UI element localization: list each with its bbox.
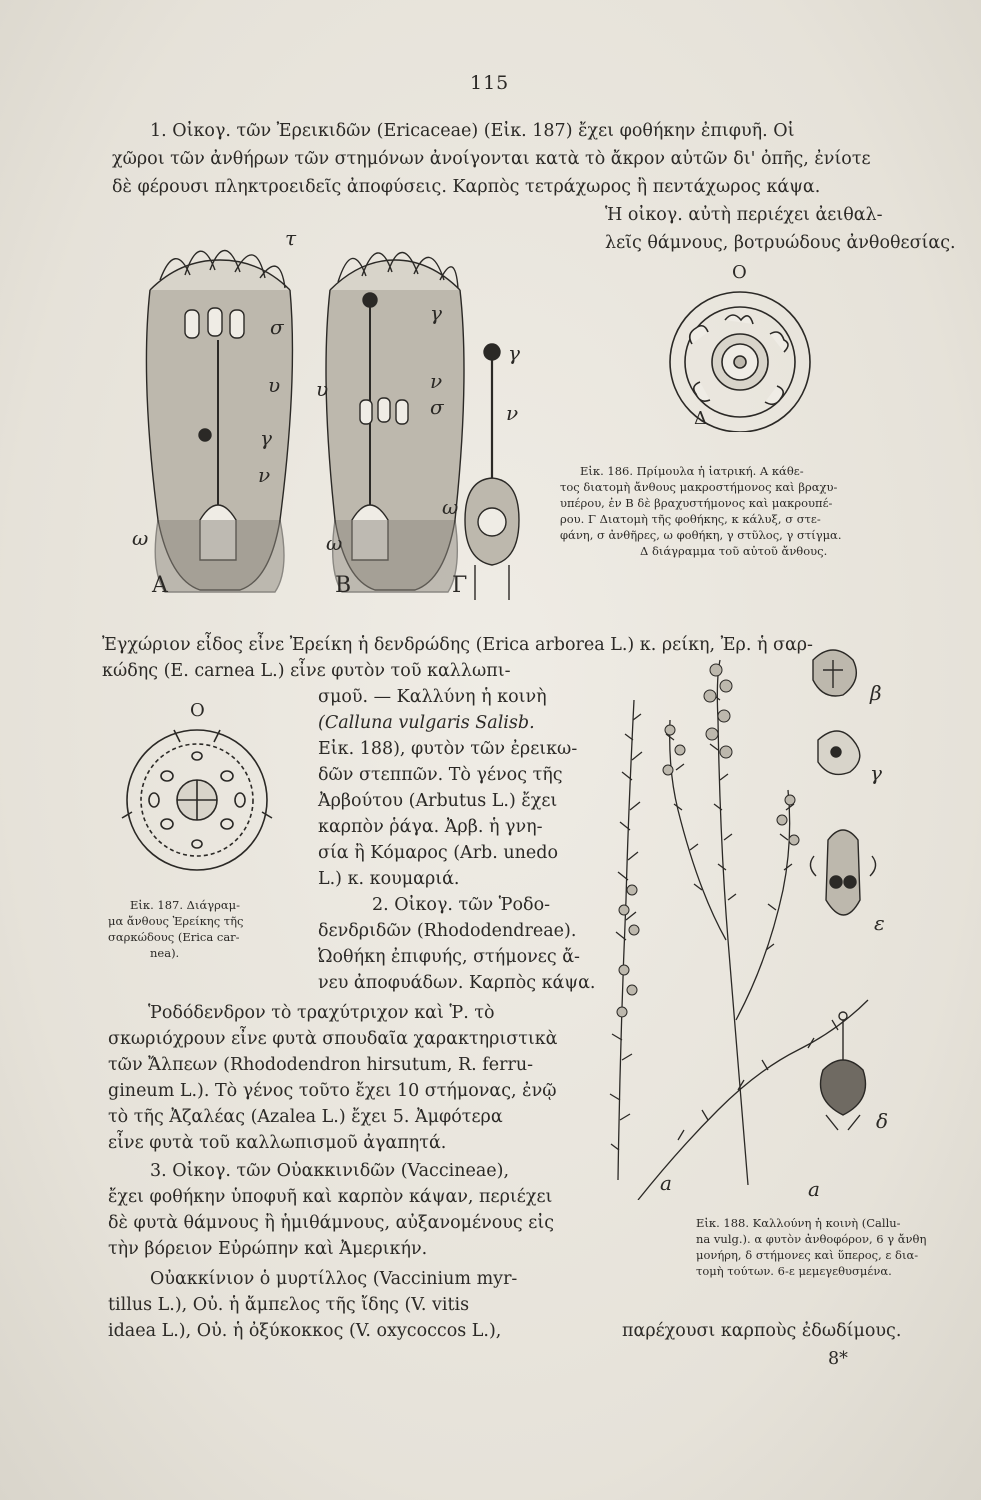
figure-186-primula-sections — [130, 220, 550, 630]
figure-188-calluna — [598, 640, 928, 1200]
label-A: A — [152, 573, 168, 598]
label-sigma-b: σ — [430, 395, 444, 419]
middle-line-4: (Calluna vulgaris Salisb. — [318, 713, 535, 733]
label-sigma-a: σ — [270, 315, 284, 339]
middle-line-13: Ὠοθήκη ἐπιφυής, στήμονες ἄ- — [318, 947, 580, 967]
label-beta: β — [870, 681, 882, 705]
middle-line-14: νευ ἀποφυάδων. Καρπὸς κάψα. — [318, 973, 596, 993]
label-omega-a: ω — [132, 526, 149, 550]
middle-line-24: τὴν βόρειον Εὐρώπην καὶ Ἀμερικήν. — [108, 1239, 428, 1259]
calluna-branch-left — [610, 700, 642, 1180]
middle-line-6: δῶν στεππῶν. Τὸ γένος τῆς — [318, 765, 563, 785]
middle-line-27: idaea L.), Οὐ. ἡ ὀξύκοκκος (V. oxycoccos L.), — [108, 1321, 502, 1341]
label-gamma-b: γ — [430, 301, 442, 325]
fig186-caption-6: Δ διάγραμμα τοῦ αὐτοῦ ἄνθους. — [640, 544, 828, 558]
fig186-caption-3: υπέρου, ἐν Β δὲ βραχυστήμονος καὶ μακρουπέ- — [560, 496, 833, 510]
middle-line-5: Εἰκ. 188), φυτὸν τῶν ἐρεικω- — [318, 739, 578, 759]
middle-line-9: σία ἢ Κόμαρος (Arb. unedo — [318, 843, 559, 863]
fig186-caption-4: ρου. Γ Διατομὴ τῆς φοθήκης, κ κάλυξ, σ στε- — [560, 512, 821, 526]
label-a-2: a — [808, 1177, 820, 1200]
detail-delta — [821, 1012, 866, 1130]
fig188-caption-1: Εἰκ. 188. Καλλούνη ἡ κοινὴ (Callu- — [696, 1216, 901, 1230]
middle-line-12: δενδριδῶν (Rhododendreae). — [318, 921, 577, 941]
middle-line-17: τῶν Ἄλπεων (Rhododendron hirsutum, R. ferru- — [108, 1055, 533, 1075]
label-D: Δ — [694, 408, 707, 429]
label-nu-b: ν — [430, 369, 443, 393]
fig187-caption-3: σαρκώδους (Erica car- — [108, 930, 240, 944]
label-upsilon-a: υ — [268, 373, 281, 397]
middle-line-16: σκωριόχρουν εἶνε φυτὰ σπουδαῖα χαρακτηριστικὰ — [108, 1029, 558, 1049]
fig186-caption-2: τος διατομὴ ἄνθους μακροστήμονος καὶ βραχυ- — [560, 480, 838, 494]
label-epsilon: ε — [874, 911, 885, 935]
intro-line-5: λεῖς θάμνους, βοτρυώδους ἀνθοθεσίας. — [605, 233, 956, 253]
label-gamma-188: γ — [870, 761, 882, 785]
middle-line-22: ἔχει φοθήκην ὑποφυῆ καὶ καρπὸν κάψαν, περιέχει — [108, 1187, 553, 1207]
flower-b-illustration — [326, 252, 464, 592]
fig187-caption-1: Εἰκ. 187. Διάγραμ- — [130, 898, 241, 912]
middle-line-1: Ἐγχώριον εἶδος εἶνε Ἐρείκη ἡ δενδρώδης (Erica arborea L.) κ. ρείκη, Ἐρ. ἡ σαρ- — [102, 635, 813, 655]
intro-line-1: 1. Οἰκογ. τῶν Ἐρεικιδῶν (Ericaceae) (Εἰκ. 187) ἔχει φοθήκην ἐπιφυῆ. Οἱ — [150, 121, 795, 141]
label-omega-b: ω — [326, 531, 343, 555]
middle-line-7: Ἀρβούτου (Arbutus L.) ἔχει — [318, 791, 558, 811]
label-O-186: O — [732, 262, 747, 283]
middle-line-25: Οὐακκίνιον ὁ μυρτίλλος (Vaccinium myr- — [150, 1269, 518, 1289]
middle-line-10: L.) κ. κουμαριά. — [318, 869, 460, 889]
label-G: Γ — [452, 573, 468, 598]
fig186-caption-5: φάνη, σ ἀνθῆρες, ω φοθήκη, γ στῦλος, γ στίγμα. — [560, 528, 842, 542]
label-delta: δ — [876, 1109, 889, 1133]
label-B: B — [335, 573, 352, 598]
label-a-1: a — [660, 1171, 672, 1195]
intro-line-3: δὲ φέρουσι πληκτροειδεῖς ἀποφύσεις. Καρπὸς τετράχωρος ἢ πεντάχωρος κάψα. — [112, 177, 821, 197]
middle-line-8: καρπὸν ῥάγα. Ἀρβ. ἡ γνη- — [318, 817, 543, 837]
middle-line-18: gineum L.). Τὸ γένος τοῦτο ἔχει 10 στήμονας, ἐνῷ — [108, 1081, 557, 1101]
middle-line-27b: παρέχουσι καρποὺς ἐδωδίμους. — [622, 1321, 902, 1341]
fig186-caption-1: Εἰκ. 186. Πρίμουλα ἡ ἰατρική. Α κάθε- — [580, 464, 804, 478]
figure-187-diagram — [112, 700, 282, 880]
figure-186-diagram — [640, 262, 840, 432]
middle-line-11: 2. Οἰκογ. τῶν Ῥοδο- — [372, 895, 551, 915]
label-gamma-g: γ — [508, 341, 520, 365]
calluna-flower-clusters — [617, 664, 799, 1017]
middle-line-23: δὲ φυτὰ θάμνους ἢ ἡμιθάμνους, αὐξανομένους εἰς — [108, 1213, 555, 1233]
middle-line-20: εἶνε φυτὰ τοῦ καλλωπισμοῦ ἀγαπητά. — [108, 1133, 447, 1153]
fig188-caption-4: τομὴ τούτων. 6-ε μεμεγεθυσμένα. — [696, 1264, 892, 1278]
label-gamma-a: γ — [260, 426, 272, 450]
label-omega-g: ω — [442, 495, 459, 519]
intro-line-4: Ἡ οἰκογ. αὐτὴ περιέχει ἀειθαλ- — [605, 205, 883, 225]
detail-gamma — [818, 731, 860, 774]
footer-signature-mark: 8* — [828, 1349, 848, 1369]
label-nu-a: ν — [258, 463, 271, 487]
middle-line-19: τὸ τῆς Ἀζαλέας (Azalea L.) ἔχει 5. Ἀμφότερα — [108, 1107, 503, 1127]
middle-line-26: tillus L.), Οὐ. ἡ ἄμπελος τῆς ἴδης (V. vitis — [108, 1295, 470, 1315]
fig188-caption-3: μονήρη, δ στήμονες καὶ ὕπερος, ε δια- — [696, 1248, 919, 1262]
flower-a-illustration — [146, 250, 292, 592]
middle-line-21: 3. Οἰκογ. τῶν Οὐακκινιδῶν (Vaccineae), — [150, 1161, 510, 1181]
intro-line-2: χῶροι τῶν ἀνθήρων τῶν στημόνων ἀνοίγονται κατὰ τὸ ἄκρον αὐτῶν δι' ὀπῆς, ἐνίοτε — [112, 149, 871, 169]
pistil-g-illustration — [465, 344, 519, 600]
label-O-187: O — [190, 700, 205, 721]
detail-epsilon — [810, 830, 875, 915]
detail-beta — [813, 650, 856, 696]
fig188-caption-2: na vulg.). α φυτὸν ἀνθοφόρον, 6 γ ἄνθη — [696, 1232, 927, 1246]
label-nu-g: ν — [506, 401, 519, 425]
middle-line-2: κώδης (E. carnea L.) εἶνε φυτὸν τοῦ καλλωπι- — [102, 661, 511, 681]
middle-line-15: Ῥοδόδενδρον τὸ τραχύτριχον καὶ Ῥ. τὸ — [148, 1003, 495, 1023]
fig187-caption-2: μα ἄνθους Ἐρείκης τῆς — [108, 914, 244, 928]
page-number: 115 — [470, 72, 510, 94]
fig187-caption-4: nea). — [150, 946, 180, 960]
label-tau: τ — [285, 226, 297, 250]
label-upsilon-b: υ — [316, 377, 329, 401]
middle-line-3: σμοῦ. — Καλλύνη ἡ κοινὴ — [318, 687, 547, 707]
